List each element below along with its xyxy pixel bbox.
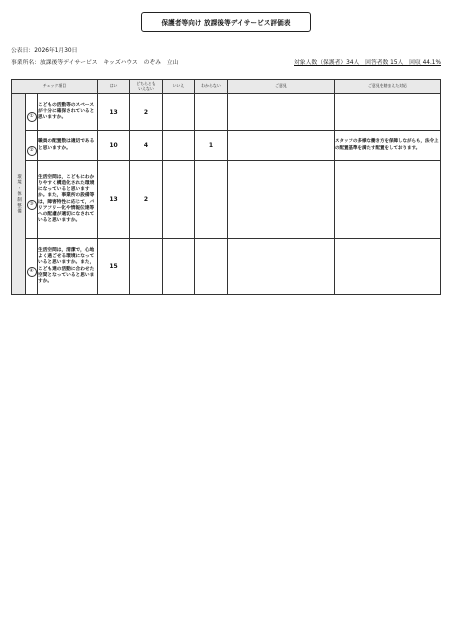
row-number: ③	[27, 200, 37, 210]
office-name: 事業所名：放課後等デイサービス キッズハウス のぞみ 立山	[11, 60, 179, 66]
document-title-text: 保護者等向け 放課後等デイサービス評価表	[161, 19, 291, 27]
opinion-cell	[228, 161, 335, 239]
item-cell	[38, 239, 98, 295]
table-row	[12, 239, 441, 295]
count-unknown	[195, 161, 228, 239]
count-no	[163, 239, 195, 295]
col-header-item: チェック項目	[12, 80, 98, 94]
count-unknown	[195, 239, 228, 295]
table-row	[12, 94, 441, 131]
response-cell	[335, 131, 441, 161]
count-neither: 2	[130, 94, 163, 131]
count-unknown: 1	[195, 131, 228, 161]
col-header-neither-text: どちらとも いえない	[136, 80, 156, 91]
count-neither: 4	[130, 131, 163, 161]
row-number-cell	[26, 131, 38, 161]
row-number: ②	[27, 146, 37, 156]
count-no	[163, 94, 195, 131]
response-cell	[335, 239, 441, 295]
table-row	[12, 131, 441, 161]
count-no	[163, 131, 195, 161]
count-yes: 13	[98, 94, 130, 131]
count-yes: 15	[98, 239, 130, 295]
response-cell	[335, 94, 441, 131]
row-number-cell	[26, 94, 38, 131]
row-number-cell	[26, 239, 38, 295]
category-cell	[12, 94, 26, 295]
count-unknown	[195, 94, 228, 131]
col-header-no: いいえ	[163, 80, 195, 94]
response-cell	[335, 161, 441, 239]
response-summary: 対象人数（保護者）34人 回答者数 15人 回収 44.1%	[294, 60, 441, 66]
publication-date: 公表日：2026年1月30日	[11, 48, 78, 54]
item-cell	[38, 131, 98, 161]
item-text: こどもの活動等のスペースが十分に確保されていると思いますか。	[38, 102, 95, 121]
item-cell	[38, 94, 98, 131]
count-yes: 13	[98, 161, 130, 239]
item-cell	[38, 161, 98, 239]
col-header-response: ご意見を踏まえた対応	[335, 80, 441, 94]
col-header-neither	[130, 80, 163, 94]
col-header-yes: はい	[98, 80, 130, 94]
col-header-unknown: わからない	[195, 80, 228, 94]
count-yes: 10	[98, 131, 130, 161]
count-no	[163, 161, 195, 239]
item-text: 職員の配置数は適切であると思いますか。	[38, 139, 95, 151]
category-label: 環境・体制整備	[16, 173, 22, 215]
opinion-cell	[228, 239, 335, 295]
item-text: 生活空間は，清潔で，心地よく過ごせる環境になっていると思いますか。また，こども達の活動に合わせた空間となっていると思いますか。	[38, 247, 95, 284]
document-title	[141, 12, 311, 32]
table-row	[12, 161, 441, 239]
col-header-opinion: ご意見	[228, 80, 335, 94]
row-number: ①	[27, 112, 37, 122]
count-neither: 2	[130, 161, 163, 239]
table-header-row	[12, 80, 441, 94]
row-number-cell	[26, 161, 38, 239]
evaluation-table	[11, 79, 441, 295]
count-neither	[130, 239, 163, 295]
opinion-cell	[228, 94, 335, 131]
opinion-cell	[228, 131, 335, 161]
response-text: スタッフの多様な働き方を保障しながらも，法令上の配置基準を満たす配置をしております。	[335, 139, 439, 151]
item-text: 生活空間は，こどもにわかりやすく構造化された環境になっていると思いますか。また，事業所の設備等は，障害特性に応じて，バリアフリー化や情報伝達等への配慮が適切になされていると思いますか。	[38, 174, 95, 224]
row-number: ④	[27, 267, 37, 277]
